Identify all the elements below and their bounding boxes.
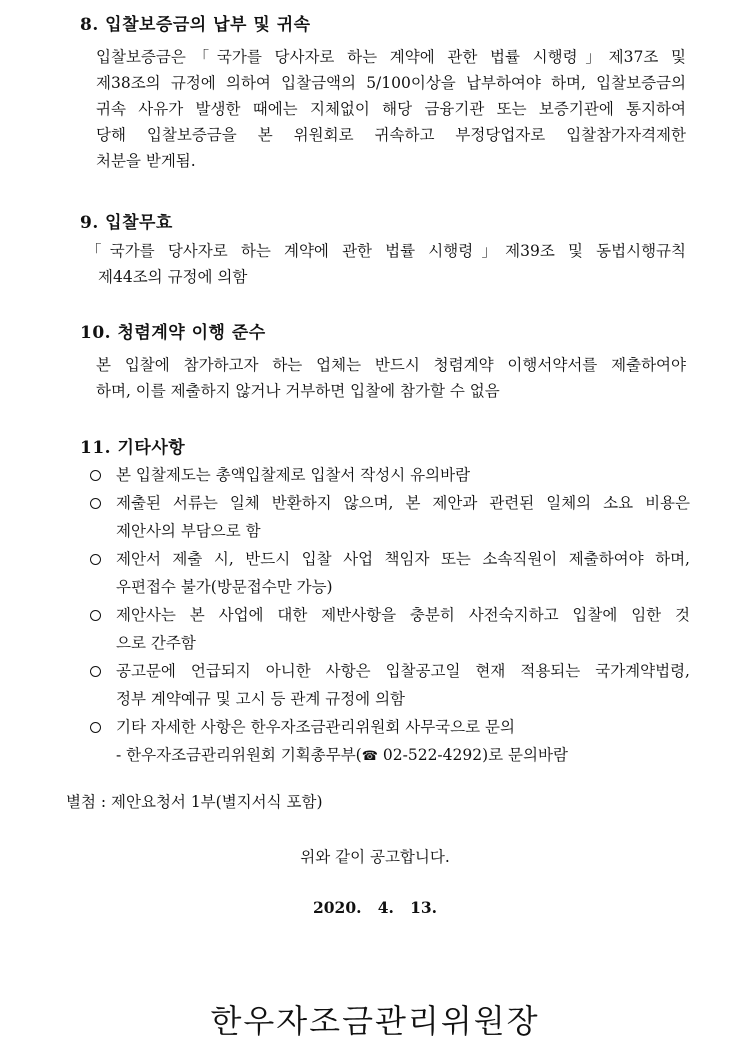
list-item <box>90 713 690 741</box>
list-item <box>90 657 690 713</box>
section-10-body <box>96 352 686 404</box>
section-11-title: 11. 기타사항 <box>80 438 186 458</box>
section-10-line: 하며, 이를 제출하지 않거나 거부하면 입찰에 참가할 수 없음 <box>96 382 500 400</box>
section-8-line: 입찰보증금은「국가를 당사자로 하는 계약에 관한 법률 시행령」제37조 및 <box>96 48 686 66</box>
closing-statement: 위와 같이 공고합니다. <box>300 848 450 866</box>
list-item-line: 기타 자세한 사항은 한우자조금관리위원회 사무국으로 문의 <box>116 718 515 736</box>
phone-icon: ☎ <box>361 749 378 764</box>
notice-date: 2020. 4. 13. <box>312 898 438 917</box>
list-item-line: 제안사의 부담으로 함 <box>116 522 261 540</box>
section-9-line: 제44조의 규정에 의함 <box>98 268 248 286</box>
circle-bullet-icon <box>90 461 104 489</box>
list-item <box>90 601 690 657</box>
circle-bullet-icon <box>90 545 104 573</box>
list-item <box>90 489 690 545</box>
list-item-line: 제안서 제출 시, 반드시 입찰 사업 책임자 또는 소속직원이 제출하여야 하며, <box>116 550 690 568</box>
issuer-signature: 한우자조금관리위원장 <box>210 1002 540 1040</box>
section-9-body <box>86 238 686 290</box>
list-item-line: 제출된 서류는 일체 반환하지 않으며, 본 제안과 관련된 일체의 소요 비용은 <box>116 494 690 512</box>
section-9-title: 9. 입찰무효 <box>80 213 173 233</box>
contact-suffix: )로 문의바람 <box>482 746 568 764</box>
section-9-line: 「국가를 당사자로 하는 계약에 관한 법률 시행령」제39조 및 동법시행규칙 <box>86 242 686 260</box>
contact-prefix: - 한우자조금관리위원회 기획총무부( <box>116 746 362 764</box>
list-item-line: 공고문에 언급되지 아니한 사항은 입찰공고일 현재 적용되는 국가계약법령, <box>116 662 690 680</box>
section-8-line: 처분을 받게됨. <box>96 152 196 170</box>
section-8-line: 귀속 사유가 발생한 때에는 지체없이 해당 금융기관 또는 보증기관에 통지하여 <box>96 100 686 118</box>
attachment-note: 별첨 : 제안요청서 1부(별지서식 포함) <box>66 793 323 811</box>
list-item <box>90 545 690 601</box>
list-item-line: 우편접수 불가(방문접수만 가능) <box>116 578 333 596</box>
section-8-title: 8. 입찰보증금의 납부 및 귀속 <box>80 15 311 35</box>
section-10-title: 10. 청렴계약 이행 준수 <box>80 323 266 343</box>
list-item-line: 제안사는 본 사업에 대한 제반사항을 충분히 사전숙지하고 입찰에 임한 것 <box>116 606 690 624</box>
contact-line <box>90 741 690 771</box>
section-8-body <box>96 44 686 174</box>
list-item-line: 으로 간주함 <box>116 634 196 652</box>
circle-bullet-icon <box>90 601 104 629</box>
contact-phone: 02-522-4292 <box>377 746 483 764</box>
section-8-line: 제38조의 규정에 의하여 입찰금액의 5/100이상을 납부하여야 하며, 입찰보증금의 <box>96 74 686 92</box>
list-item-line: 본 입찰제도는 총액입찰제로 입찰서 작성시 유의바람 <box>116 466 471 484</box>
circle-bullet-icon <box>90 713 104 741</box>
list-item <box>90 461 690 489</box>
section-8-line: 당해 입찰보증금을 본 위원회로 귀속하고 부정당업자로 입찰참가자격제한 <box>96 126 686 144</box>
circle-bullet-icon <box>90 657 104 685</box>
section-11-list <box>90 461 690 771</box>
list-item-line: 정부 계약예규 및 고시 등 관계 규정에 의함 <box>116 690 406 708</box>
circle-bullet-icon <box>90 489 104 517</box>
section-10-line: 본 입찰에 참가하고자 하는 업체는 반드시 청렴계약 이행서약서를 제출하여야 <box>96 356 686 374</box>
